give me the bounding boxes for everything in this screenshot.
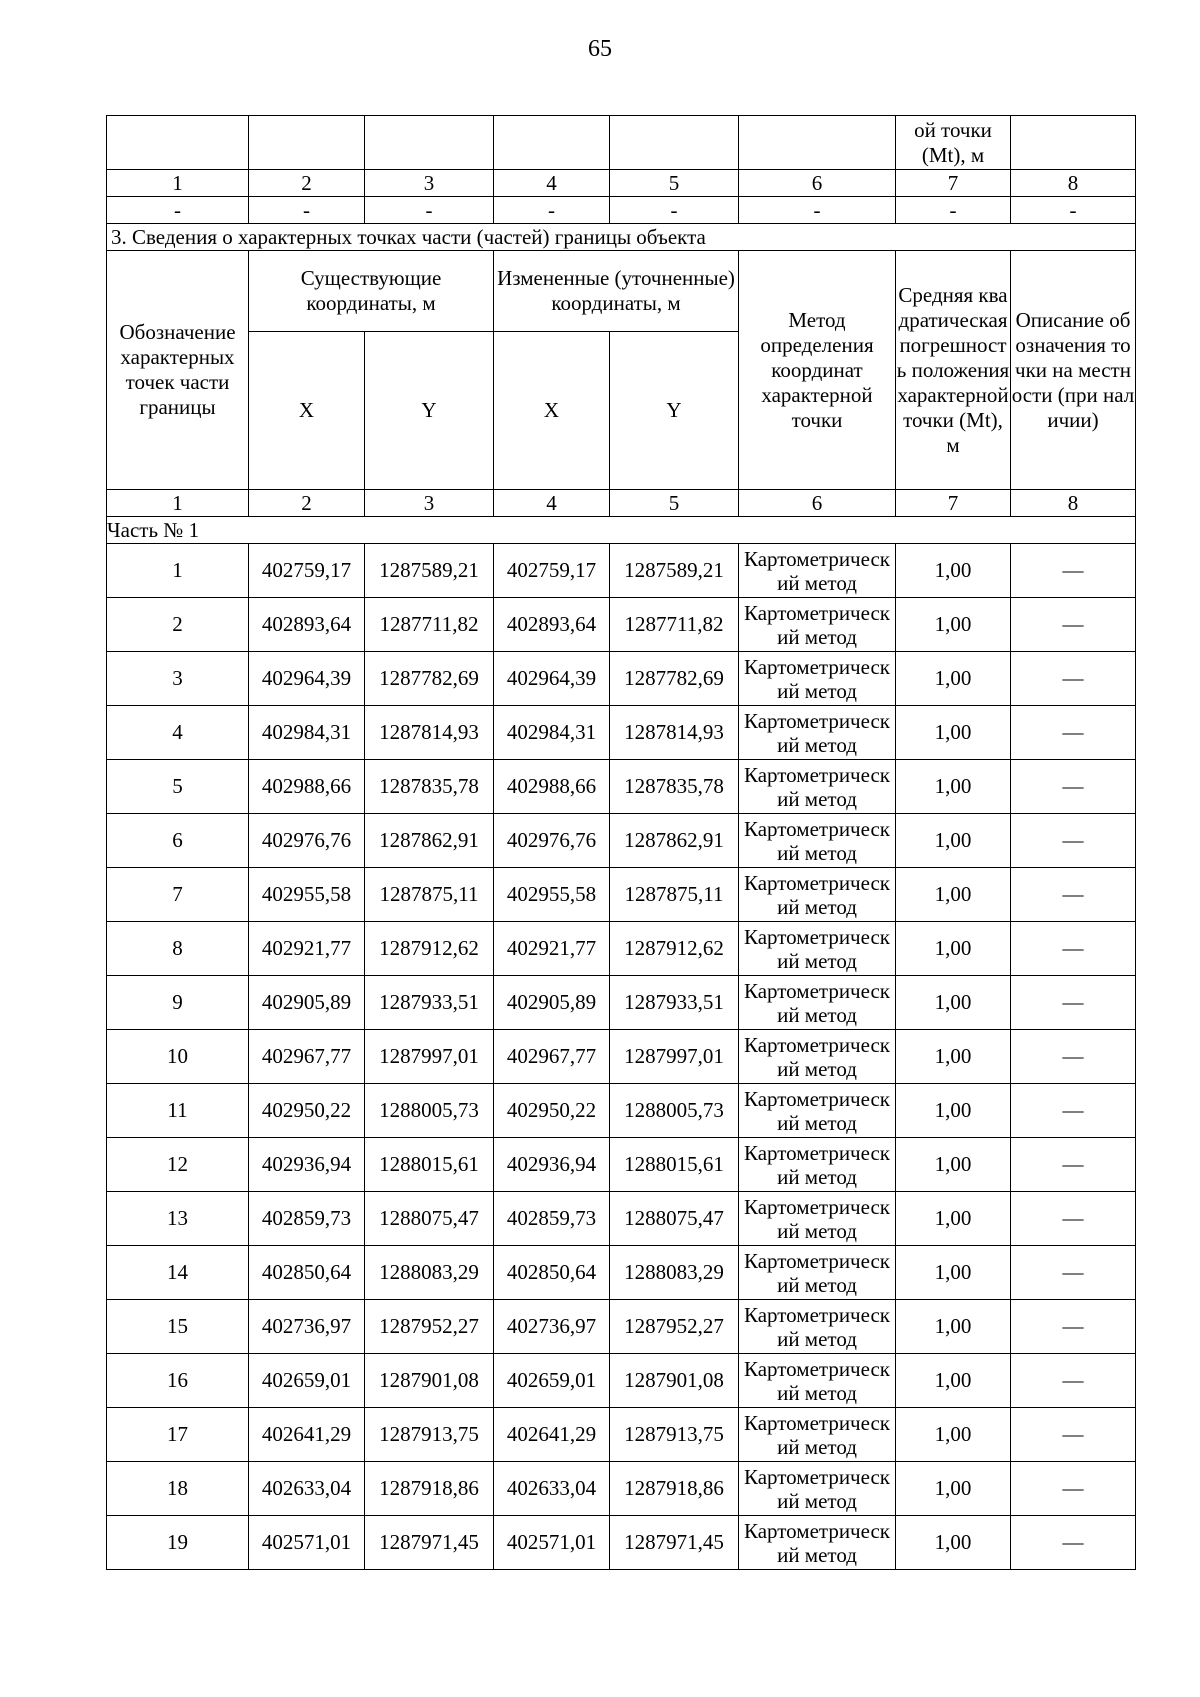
cell-method: Картометрический метод xyxy=(739,976,896,1030)
cell-changed-x: 402964,39 xyxy=(494,652,610,706)
cell-existing-y: 1287835,78 xyxy=(365,760,494,814)
table-row xyxy=(107,760,1136,814)
cell-point-number: 16 xyxy=(107,1354,249,1408)
cell-description: — xyxy=(1011,598,1136,652)
cell-existing-y: 1287814,93 xyxy=(365,706,494,760)
cell-changed-x: 402759,17 xyxy=(494,544,610,598)
table-row xyxy=(107,1192,1136,1246)
cell-method: Картометрический метод xyxy=(739,1030,896,1084)
cell-point-number: 4 xyxy=(107,706,249,760)
cell-error: 1,00 xyxy=(896,814,1011,868)
cell-changed-x: 402988,66 xyxy=(494,760,610,814)
cell-method: Картометрический метод xyxy=(739,1300,896,1354)
page-number: 65 xyxy=(588,36,612,62)
cell-method: Картометрический метод xyxy=(739,1462,896,1516)
cell-method: Картометрический метод xyxy=(739,760,896,814)
cell-error: 1,00 xyxy=(896,1354,1011,1408)
table-row xyxy=(107,1462,1136,1516)
cell-error: 1,00 xyxy=(896,1408,1011,1462)
cell-error: 1,00 xyxy=(896,652,1011,706)
cell-changed-y: 1287918,86 xyxy=(610,1462,739,1516)
cell-method: Картометрический метод xyxy=(739,544,896,598)
table-row xyxy=(107,706,1136,760)
cell-changed-y: 1287835,78 xyxy=(610,760,739,814)
cell-existing-x: 402984,31 xyxy=(249,706,365,760)
cell-description: — xyxy=(1011,922,1136,976)
cell-existing-y: 1287782,69 xyxy=(365,652,494,706)
table-row xyxy=(107,598,1136,652)
cell-description: — xyxy=(1011,1084,1136,1138)
table-row xyxy=(107,814,1136,868)
cell-point-number: 2 xyxy=(107,598,249,652)
cell-error: 1,00 xyxy=(896,1246,1011,1300)
cell-description: — xyxy=(1011,1408,1136,1462)
cell-changed-y: 1288005,73 xyxy=(610,1084,739,1138)
cell-method: Картометрический метод xyxy=(739,1408,896,1462)
header-error: Средняя квадратическая погрешность положения характерной точки (Mt), м xyxy=(896,251,1011,490)
prev-header-tail: ой точки (Mt), м xyxy=(896,116,1011,170)
table-row xyxy=(107,652,1136,706)
cell-point-number: 19 xyxy=(107,1516,249,1570)
cell-method: Картометрический метод xyxy=(739,1516,896,1570)
table-row xyxy=(107,1300,1136,1354)
cell-changed-y: 1287862,91 xyxy=(610,814,739,868)
cell-error: 1,00 xyxy=(896,1192,1011,1246)
cell-error: 1,00 xyxy=(896,760,1011,814)
header-x-existing: X xyxy=(249,332,365,490)
table-row xyxy=(107,1138,1136,1192)
cell-changed-y: 1287782,69 xyxy=(610,652,739,706)
cell-description: — xyxy=(1011,1462,1136,1516)
cell-point-number: 13 xyxy=(107,1192,249,1246)
cell-point-number: 9 xyxy=(107,976,249,1030)
cell-existing-y: 1287711,82 xyxy=(365,598,494,652)
cell-error: 1,00 xyxy=(896,544,1011,598)
cell-changed-y: 1288083,29 xyxy=(610,1246,739,1300)
cell-point-number: 10 xyxy=(107,1030,249,1084)
table-row xyxy=(107,1354,1136,1408)
cell-existing-x: 402893,64 xyxy=(249,598,365,652)
cell-existing-x: 402921,77 xyxy=(249,922,365,976)
cell-description: — xyxy=(1011,868,1136,922)
table-row xyxy=(107,1084,1136,1138)
cell-existing-x: 402859,73 xyxy=(249,1192,365,1246)
section-title-row xyxy=(107,224,1136,251)
cell-changed-y: 1287997,01 xyxy=(610,1030,739,1084)
cell-method: Картометрический метод xyxy=(739,1354,896,1408)
cell-method: Картометрический метод xyxy=(739,652,896,706)
cell-changed-x: 402893,64 xyxy=(494,598,610,652)
cell-method: Картометрический метод xyxy=(739,598,896,652)
table-row xyxy=(107,1030,1136,1084)
cell-method: Картометрический метод xyxy=(739,922,896,976)
cell-existing-x: 402659,01 xyxy=(249,1354,365,1408)
column-numbers-row: 1 2 3 4 5 6 7 8 xyxy=(107,490,1136,517)
cell-existing-x: 402964,39 xyxy=(249,652,365,706)
cell-description: — xyxy=(1011,652,1136,706)
cell-changed-x: 402921,77 xyxy=(494,922,610,976)
cell-changed-x: 402659,01 xyxy=(494,1354,610,1408)
cell-description: — xyxy=(1011,1246,1136,1300)
header-x-changed: X xyxy=(494,332,610,490)
cell-point-number: 7 xyxy=(107,868,249,922)
header-y-existing: Y xyxy=(365,332,494,490)
cell-changed-y: 1288015,61 xyxy=(610,1138,739,1192)
cell-description: — xyxy=(1011,544,1136,598)
table-row xyxy=(107,922,1136,976)
cell-point-number: 14 xyxy=(107,1246,249,1300)
cell-changed-y: 1287875,11 xyxy=(610,868,739,922)
cell-changed-x: 402984,31 xyxy=(494,706,610,760)
cell-existing-x: 402850,64 xyxy=(249,1246,365,1300)
part-label: Часть № 1 xyxy=(107,517,1136,544)
cell-changed-y: 1287901,08 xyxy=(610,1354,739,1408)
cell-changed-y: 1287814,93 xyxy=(610,706,739,760)
cell-method: Картометрический метод xyxy=(739,868,896,922)
prev-dash-row: - - - - - - - - xyxy=(107,197,1136,224)
cell-point-number: 17 xyxy=(107,1408,249,1462)
cell-changed-x: 402859,73 xyxy=(494,1192,610,1246)
cell-changed-x: 402905,89 xyxy=(494,976,610,1030)
cell-existing-y: 1287952,27 xyxy=(365,1300,494,1354)
table-row xyxy=(107,1246,1136,1300)
cell-error: 1,00 xyxy=(896,1516,1011,1570)
cell-existing-y: 1287912,62 xyxy=(365,922,494,976)
cell-method: Картометрический метод xyxy=(739,1192,896,1246)
cell-error: 1,00 xyxy=(896,1084,1011,1138)
cell-existing-y: 1287971,45 xyxy=(365,1516,494,1570)
cell-existing-y: 1288005,73 xyxy=(365,1084,494,1138)
cell-point-number: 6 xyxy=(107,814,249,868)
cell-error: 1,00 xyxy=(896,976,1011,1030)
header-method: Метод определения координат характерной точки xyxy=(739,251,896,490)
cell-changed-x: 402850,64 xyxy=(494,1246,610,1300)
cell-changed-x: 402936,94 xyxy=(494,1138,610,1192)
cell-error: 1,00 xyxy=(896,1138,1011,1192)
cell-point-number: 1 xyxy=(107,544,249,598)
cell-method: Картометрический метод xyxy=(739,1138,896,1192)
cell-existing-y: 1287997,01 xyxy=(365,1030,494,1084)
cell-existing-y: 1288083,29 xyxy=(365,1246,494,1300)
cell-point-number: 12 xyxy=(107,1138,249,1192)
cell-existing-x: 402571,01 xyxy=(249,1516,365,1570)
cell-changed-y: 1287912,62 xyxy=(610,922,739,976)
cell-existing-x: 402633,04 xyxy=(249,1462,365,1516)
header-changed-coords: Измененные (уточненные) координаты, м xyxy=(494,251,739,332)
cell-error: 1,00 xyxy=(896,1030,1011,1084)
cell-existing-x: 402955,58 xyxy=(249,868,365,922)
cell-changed-y: 1287971,45 xyxy=(610,1516,739,1570)
cell-error: 1,00 xyxy=(896,706,1011,760)
cell-changed-y: 1288075,47 xyxy=(610,1192,739,1246)
header-existing-coords: Существующие координаты, м xyxy=(249,251,494,332)
cell-description: — xyxy=(1011,1030,1136,1084)
cell-point-number: 11 xyxy=(107,1084,249,1138)
cell-description: — xyxy=(1011,760,1136,814)
cell-description: — xyxy=(1011,976,1136,1030)
cell-changed-y: 1287913,75 xyxy=(610,1408,739,1462)
cell-changed-y: 1287952,27 xyxy=(610,1300,739,1354)
boundary-points-table xyxy=(106,115,1136,1570)
cell-point-number: 18 xyxy=(107,1462,249,1516)
cell-description: — xyxy=(1011,814,1136,868)
header-y-changed: Y xyxy=(610,332,739,490)
table-row xyxy=(107,1408,1136,1462)
cell-changed-x: 402641,29 xyxy=(494,1408,610,1462)
header-row-1 xyxy=(107,251,1136,332)
header-designation: Обозначение характерных точек части границы xyxy=(107,251,249,490)
part-label-row xyxy=(107,517,1136,544)
cell-changed-y: 1287711,82 xyxy=(610,598,739,652)
cell-point-number: 3 xyxy=(107,652,249,706)
cell-existing-x: 402967,77 xyxy=(249,1030,365,1084)
cell-description: — xyxy=(1011,1300,1136,1354)
table-row xyxy=(107,544,1136,598)
cell-existing-y: 1287875,11 xyxy=(365,868,494,922)
cell-description: — xyxy=(1011,1354,1136,1408)
cell-existing-y: 1287913,75 xyxy=(365,1408,494,1462)
table-row xyxy=(107,976,1136,1030)
cell-method: Картометрический метод xyxy=(739,706,896,760)
cell-point-number: 5 xyxy=(107,760,249,814)
cell-existing-y: 1287901,08 xyxy=(365,1354,494,1408)
cell-error: 1,00 xyxy=(896,1462,1011,1516)
cell-existing-x: 402988,66 xyxy=(249,760,365,814)
cell-changed-y: 1287589,21 xyxy=(610,544,739,598)
cell-existing-x: 402905,89 xyxy=(249,976,365,1030)
prev-table-header-tail-row xyxy=(107,116,1136,170)
cell-existing-x: 402976,76 xyxy=(249,814,365,868)
cell-error: 1,00 xyxy=(896,1300,1011,1354)
cell-changed-x: 402955,58 xyxy=(494,868,610,922)
cell-changed-x: 402633,04 xyxy=(494,1462,610,1516)
cell-existing-x: 402736,97 xyxy=(249,1300,365,1354)
cell-changed-x: 402736,97 xyxy=(494,1300,610,1354)
cell-changed-x: 402976,76 xyxy=(494,814,610,868)
cell-description: — xyxy=(1011,1192,1136,1246)
cell-point-number: 15 xyxy=(107,1300,249,1354)
cell-error: 1,00 xyxy=(896,598,1011,652)
cell-existing-x: 402759,17 xyxy=(249,544,365,598)
section-title: 3. Сведения о характерных точках части (частей) границы объекта xyxy=(107,224,1136,251)
cell-existing-y: 1287589,21 xyxy=(365,544,494,598)
cell-changed-x: 402967,77 xyxy=(494,1030,610,1084)
cell-changed-x: 402571,01 xyxy=(494,1516,610,1570)
cell-existing-y: 1288075,47 xyxy=(365,1192,494,1246)
cell-method: Картометрический метод xyxy=(739,814,896,868)
cell-changed-x: 402950,22 xyxy=(494,1084,610,1138)
cell-existing-y: 1287933,51 xyxy=(365,976,494,1030)
cell-description: — xyxy=(1011,1516,1136,1570)
cell-error: 1,00 xyxy=(896,922,1011,976)
prev-column-numbers-row: 1 2 3 4 5 6 7 8 xyxy=(107,170,1136,197)
cell-point-number: 8 xyxy=(107,922,249,976)
cell-existing-y: 1288015,61 xyxy=(365,1138,494,1192)
cell-method: Картометрический метод xyxy=(739,1084,896,1138)
cell-error: 1,00 xyxy=(896,868,1011,922)
cell-existing-x: 402641,29 xyxy=(249,1408,365,1462)
table-row xyxy=(107,1516,1136,1570)
cell-existing-x: 402950,22 xyxy=(249,1084,365,1138)
cell-existing-y: 1287918,86 xyxy=(365,1462,494,1516)
cell-description: — xyxy=(1011,1138,1136,1192)
cell-existing-x: 402936,94 xyxy=(249,1138,365,1192)
table-row xyxy=(107,868,1136,922)
cell-description: — xyxy=(1011,706,1136,760)
cell-method: Картометрический метод xyxy=(739,1246,896,1300)
cell-existing-y: 1287862,91 xyxy=(365,814,494,868)
cell-changed-y: 1287933,51 xyxy=(610,976,739,1030)
header-description: Описание обозначения точки на местности (при наличии) xyxy=(1011,251,1136,490)
